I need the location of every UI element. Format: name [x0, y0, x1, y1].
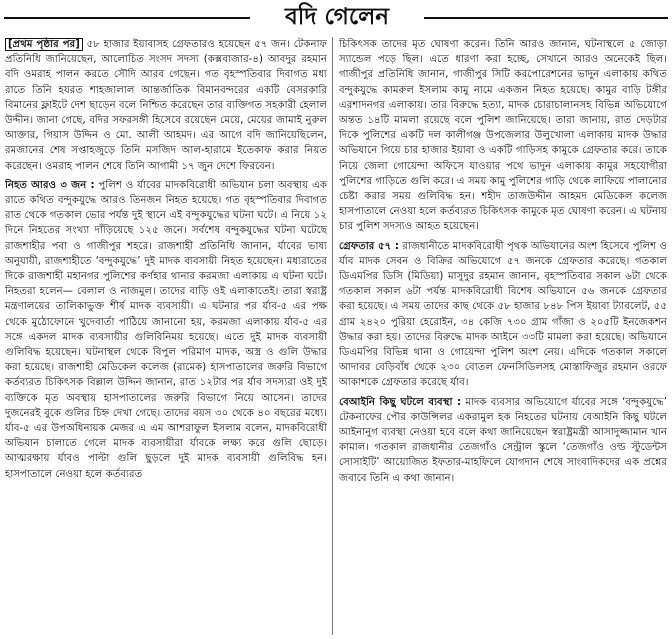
subhead: নিহত আরও ৩ জন : — [5, 179, 95, 191]
paragraph-text: পুলিশ ও র্যাবের মাদকবিরোধী অভিযান চলা অবস্থায় এক রাতে কথিত বন্দুকযুদ্ধে আরও তিনজন নিহত হয়েছে। গত বৃহস্পতিবার দিবাগত রাত থেকে গতকাল ভোর পর্যন্ত দুই স্থানে এই বন্দুকযুদ্ধের ঘটনা ঘটে। এ নিয়ে ১২ দিনে নিহতের সংখ্যা দাঁড়িয়েছে ১২৫ জনে। সর্বশেষ বন্দুকযুদ্ধের ঘটনা ঘটেছে রাজশাহীর পবা ও গাজীপুর শহরে। রাজশাহী প্রতিনিধি জানান, র্যাবের ভাষ্য অনুযায়ী, রাজশাহীতে ‘বন্দুকযুদ্ধে’ দুই মাদক ব্যবসায়ী নিহত হয়েছেন। মধ্যরাতের দিকে রাজশাহী মহানগর পুলিশের কর্ণহার থানার করমজা এলাকায় এ ঘটনা ঘটে। নিহতরা হলেন— বেলাল ও নাজমুল। তাদের বাড়ি ওই এলাকাতেই। তারা স্বরাষ্ট্র মন্ত্রণালয়ের তালিকাভুক্ত শীর্ষ মাদক ব্যবসায়ী। এ ঘটনার পর র্যাব-৫ এর পক্ষ থেকে মুঠোফোনে খুদেবার্তা পাঠিয়ে জানানো হয়, করমজা এলাকায় র্যাব-৫ এর সঙ্গে একদল মাদক ব্যবসায়ীর গুলিবিনিময় হয়েছে। এতে দুই মাদক ব্যবসায়ী গুলিবিদ্ধ হয়েছেন। ঘটনাস্থল থেকে বিপুল পরিমাণ মাদক, অস্ত্র ও গুলি উদ্ধার করা হয়েছে। রাজশাহী মেডিকেল কলেজ (রামেক) হাসপাতালের জরুরি বিভাগে কর্তব্যরত চিকিৎসক বিল্লাল উদ্দিন জানান, রাত ১২টার পর র্যাব সদস্যরা ওই দুই ব্যক্তিকে মৃত অবস্থায় হাসপাতালের জরুরি বিভাগে নিয়ে আসেন। তাদের দুজনেরই বুকে গুলির চিহ্ন দেখা গেছে। তাদের বয়স ৩০ থেকে ৪০ বছরের মধ্যে। র্যাব-৫ এর উপঅধিনায়ক মেজর এ এম আশরাফুল ইসলাম বলেন, মাদকবিরোধী অভিযান চালাতে গেলে মাদক ব্যবসায়ীরা র্যাবকে লক্ষ্য করে গুলি ছোড়ে। আত্মরক্ষায় র্যাবও পাল্টা গুলি ছুড়লে দুই মাদক ব্যবসায়ী গুলিবিদ্ধ হন। হাসপাতালে নেওয়া হলে কর্তব্যরত — [5, 179, 327, 480]
paragraph-text: ৫৮ হাজার ইয়াবাসহ গ্রেফতারও হয়েছেন ৫৭ জন। টেকনাফ প্রতিনিধি জানিয়েছেন, আলোচিত সংসদ সদস্য (কক্সবাজার-৪) আবদুর রহমান বদি ওমরাহ পালন করতে সৌদি আরব গেছেন। গত বৃহস্পতিবার দিবাগত মধ্য রাতে তিনি হযরত শাহজালাল আন্তর্জাতিক বিমানবন্দরের একটি বেসরকারি বিমানের ফ্লাইটে দেশ ছাড়েন বলে নিশ্চিত করেছেন তার ব্যক্তিগত সহকারী হেলাল উদ্দীন। জানা গেছে, বদির সফরসঙ্গী হিসেবে রয়েছেন মেয়ে, মেয়ের জামাই নুরুল আক্তার, গিয়াস উদ্দিন ও মো. আলী আহমদ। এর আগে বদি জানিয়েছিলেন, রমজানের শেষ সপ্তাহজুড়ে তিনি মসজিদ আল-হারামে ইতেকাফ করার নিয়ত করেছেন। ওমরাহ পালন শেষে তিনি আগামী ১৭ জুন দেশে ফিরবেন। — [5, 39, 327, 172]
article-paragraph — [339, 239, 667, 391]
headline-rule-right — [424, 17, 668, 19]
column-divider — [332, 37, 333, 635]
article-paragraph — [339, 37, 667, 235]
article-paragraph — [339, 395, 667, 486]
paragraph-text: চিকিৎসক তাদের মৃত ঘোষণা করেন। তিনি আরও জানান, ঘটনাস্থলে ৫ জোড়া স্যান্ডেল পড়ে ছিল। এতে ধারণা করা হচ্ছে, সেখানে আরও অনেকেই ছিল। গাজীপুর প্রতিনিধি জানান, গাজীপুর সিটি করপোরেশনের ভাদুন এলাকায় কথিত বন্দুকযুদ্ধে কামরুল ইসলাম কামু নামে একজন নিহত হয়েছে। কামুর বাড়ি টঙ্গীর এরশাদনগর এলাকায়। তার বিরুদ্ধে হত্যা, মাদক চোরাচালানসহ বিভিন্ন অভিযোগে অন্তত ১৪টি মামলা রয়েছে বলে পুলিশ জানিয়েছে। তারা জানায়, রাত দেড়টার দিকে পুলিশের একটি দল কালীগঞ্জ উপজেলার উলুখোলা এলাকায় মাদক উদ্ধার অভিযানে গিয়ে চার হাজার ইয়াবা ও একটি গাড়িসহ কামুকে গ্রেফতার করে। তাকে নিয়ে জেলা গোয়েন্দা অফিসে যাওয়ার পথে ভাদুন এলাকায় কামুর সহযোগীরা পুলিশের গাড়িতে গুলি করে। এ সময় কামু পুলিশের গাড়ি থেকে লাফিয়ে পালানোর চেষ্টা করার সময় গুলিবিদ্ধ হন। শহীদ তাজউদ্দীন আহমদ মেডিকেল কলেজ হাসপাতালে নেওয়া হলে কর্তব্যরত চিকিৎসক কামুকে মৃত ঘোষণা করেন। এ ঘটনায় চার পুলিশ সদস্যও আহত হয়েছেন। — [339, 39, 667, 233]
continuation-tag: [প্রথম পৃষ্ঠার পর] — [5, 38, 83, 51]
headline-rule-left — [4, 17, 250, 19]
article-paragraph — [5, 37, 327, 174]
headline-bar — [0, 0, 672, 34]
left-column — [5, 37, 327, 637]
paragraph-text: রাজধানীতে মাদকবিরোধী পৃথক অভিযানের অংশ হিসেবে পুলিশ ও র্যাব মাদক সেবন ও বিক্রির অভিযোগে ৫৭ জনকে গ্রেফতার করেছে। গতকাল ডিএমপির ডিসি (মিডিয়া) মাসুদুর রহমান জানান, বৃহস্পতিবার সকাল ৬টা থেকে গতকাল সকাল ৬টা পর্যন্ত মাদকবিরোধী বিশেষ অভিযানে ৫৬ জনকে গ্রেফতার করা হয়েছে। এ সময় তাদের কাছ থেকে ৫৮ হাজার ৮৪৮ পিস ইয়াবা ট্যাবলেট, ৫৫ গ্রাম ২৪২০ পুরিয়া হেরোইন, ৩৪ কেজি ৭৩০ গ্রাম গাঁজা ও ২০৫টি ইনজেকশন উদ্ধার করা হয়। তাদের বিরুদ্ধে মাদক আইনে ৩৩টি মামলা করা হয়েছে। অভিযানে ডিএমপির বিভিন্ন থানা ও গোয়েন্দা পুলিশ অংশ নেয়। এদিকে গতকাল সকালে আদাবর বেড়িবাঁধ থেকে ২৩০ বোতল ফেনসিডিলসহ মোস্তাফিজুর রহমান ওরফে আকাশকে গ্রেফতার করেছে র্যাব। — [339, 240, 667, 389]
subhead: বেআইনি কিছু ঘটলে ব্যবস্থা : — [339, 396, 462, 408]
subhead: গ্রেফতার ৫৭ : — [339, 240, 399, 252]
headline: বদি গেলেন — [285, 3, 389, 30]
article-paragraph — [5, 178, 327, 482]
paragraph-text: মাদক ব্যবসার অভিযোগে র্যাবের সঙ্গে ‘বন্দুকযুদ্ধে’ টেকনাফের পৌর কাউন্সিলর একরামুল হক নিহতের ঘটনায় বেআইনি কিছু ঘটলে আইনানুগ ব্যবস্থা নেওয়া হবে বলে কথা জানিয়েছেন স্বরাষ্ট্রমন্ত্রী আসাদুজ্জামান খান কামাল। গতকাল রাজধানীর তেজগাঁও সেন্ট্রাল স্কুলে ‘তেজগাঁও ওল্ড স্টুডেন্টস সোসাইটি’ আয়োজিত ইফতার-মাহফিলে যোগদান শেষে সাংবাদিকদের এক প্রশ্নের জবাবে তিনি এ কথা জানান। — [339, 396, 667, 484]
right-column — [339, 37, 667, 637]
